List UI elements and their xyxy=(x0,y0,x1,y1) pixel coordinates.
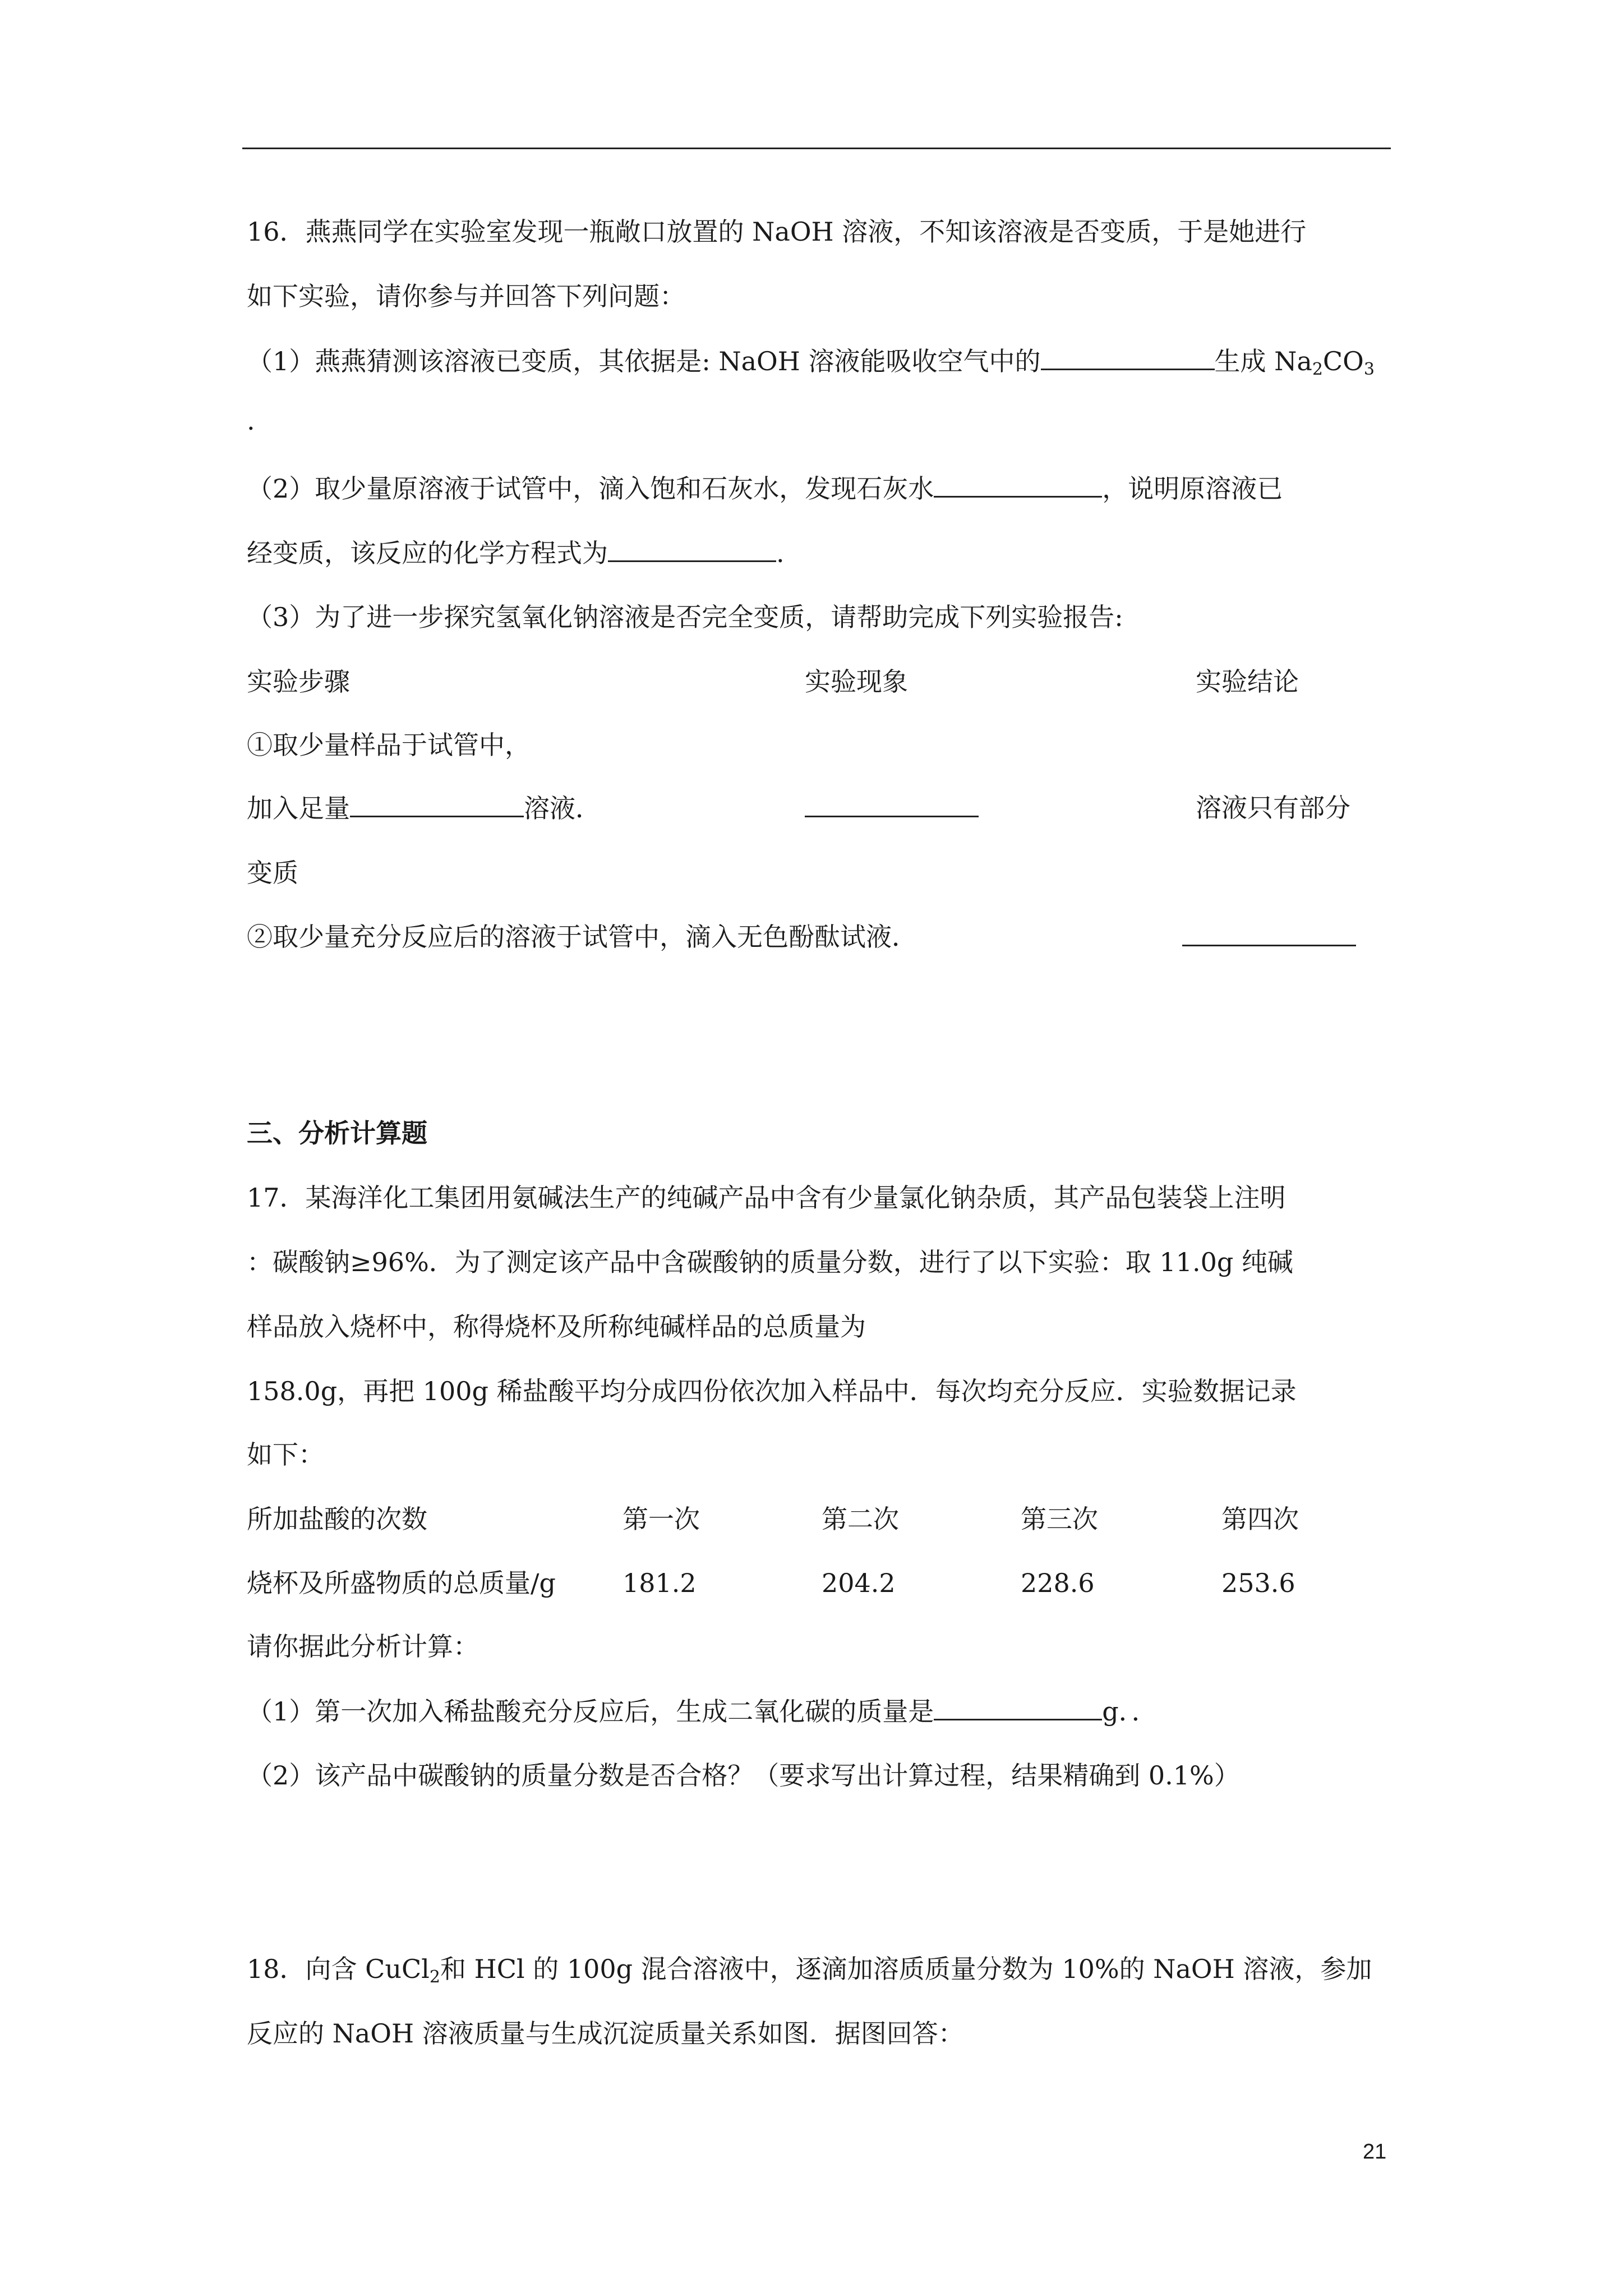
q16-part2-blank-1[interactable] xyxy=(934,471,1102,498)
q16-part2 xyxy=(247,471,1283,505)
q16-part1-blank[interactable] xyxy=(1041,344,1215,370)
report-header-conclusion: 实验结论 xyxy=(1196,666,1299,697)
q18-line-1-rest: 和 HCl 的 100g 混合溶液中，逐滴加溶质质量分数为 10%的 NaOH 溶液，参加 xyxy=(440,1954,1372,1984)
q17-table-col-3: 第三次 xyxy=(1021,1504,1098,1534)
q16-part3: （3）为了进一步探究氢氧化钠溶液是否完全变质，请帮助完成下列实验报告: xyxy=(247,602,1123,632)
q16-part1-co: CO xyxy=(1322,346,1364,376)
q17-part1-unit: g．． xyxy=(1102,1696,1158,1727)
q17-table-col-4: 第四次 xyxy=(1221,1504,1299,1534)
q17-part1 xyxy=(247,1694,1158,1728)
q17-line-6: 请你据此分析计算： xyxy=(247,1631,479,1662)
report-phenomenon-1 xyxy=(805,791,979,825)
q17-line-4: 158.0g，再把 100g 稀盐酸平均分成四份依次加入样品中．每次均充分反应．实验数据记录 xyxy=(247,1376,1297,1406)
report-step1-line2 xyxy=(247,791,601,825)
section-3-title: 三、分析计算题 xyxy=(247,1118,427,1148)
report-step2: ②取少量充分反应后的溶液于试管中，滴入无色酚酞试液． xyxy=(247,922,917,952)
q18-line-1 xyxy=(247,1952,1372,1986)
q17-table-row-label-1: 所加盐酸的次数 xyxy=(247,1504,427,1534)
q16-part2-end: . xyxy=(776,538,785,568)
q17-table-value-2: 204.2 xyxy=(822,1568,896,1598)
report-header-phenomena: 实验现象 xyxy=(805,666,908,697)
report-step1-blank[interactable] xyxy=(350,791,524,817)
q16-part2-blank-2[interactable] xyxy=(608,536,776,562)
q16-part1-text: （1）燕燕猜测该溶液已变质，其依据是: NaOH 溶液能吸收空气中的 xyxy=(247,346,1041,376)
q16-part1-sub3: 3 xyxy=(1363,360,1375,379)
q17-line-5: 如下： xyxy=(247,1439,324,1470)
q16-part2-tail: ，说明原溶液已 xyxy=(1102,473,1283,504)
q17-table-value-1: 181.2 xyxy=(623,1568,697,1598)
report-step1-solution: 溶液． xyxy=(524,793,601,823)
report-phenomenon-1-blank[interactable] xyxy=(805,791,979,817)
q16-intro-line-2: 如下实验，请你参与并回答下列问题： xyxy=(247,281,685,311)
q16-part2-line-2 xyxy=(247,536,785,570)
q18-line-1-start: 18．向含 CuCl xyxy=(247,1954,430,1984)
report-conclusion-1b: 变质 xyxy=(247,858,298,888)
q17-part1-text: （1）第一次加入稀盐酸充分反应后，生成二氧化碳的质量是 xyxy=(247,1696,934,1727)
q16-part2-text: （2）取少量原溶液于试管中，滴入饱和石灰水，发现石灰水 xyxy=(247,473,934,504)
report-conclusion-2-blank[interactable] xyxy=(1182,920,1356,946)
report-step1-line1: ①取少量样品于试管中， xyxy=(247,730,531,760)
q16-part1 xyxy=(247,344,1375,378)
q16-part1-end: . xyxy=(247,406,255,436)
q17-table-value-4: 253.6 xyxy=(1221,1568,1295,1598)
report-header-steps: 实验步骤 xyxy=(247,666,350,697)
report-conclusion-2 xyxy=(1182,920,1356,954)
report-conclusion-1a: 溶液只有部分 xyxy=(1196,793,1350,823)
q16-part1-sub2: 2 xyxy=(1312,360,1323,379)
q17-table-value-3: 228.6 xyxy=(1021,1568,1095,1598)
q17-table-col-1: 第一次 xyxy=(623,1504,700,1534)
q18-line-2: 反应的 NaOH 溶液质量与生成沉淀质量关系如图．据图回答： xyxy=(247,2018,964,2049)
page-number: 21 xyxy=(1363,2140,1387,2164)
q17-line-2: ：碳酸钠≥96%．为了测定该产品中含碳酸钠的质量分数，进行了以下实验：取 11.0g 纯碱 xyxy=(247,1247,1293,1277)
q17-table-col-2: 第二次 xyxy=(822,1504,899,1534)
q17-line-1: 17．某海洋化工集团用氨碱法生产的纯碱产品中含有少量氯化钠杂质，其产品包装袋上注明 xyxy=(247,1182,1286,1213)
q17-part2: （2）该产品中碳酸钠的质量分数是否合格？（要求写出计算过程，结果精确到 0.1%） xyxy=(247,1760,1240,1791)
q16-intro-line-1: 16．燕燕同学在实验室发现一瓶敞口放置的 NaOH 溶液，不知该溶液是否变质，于是她进行 xyxy=(247,217,1307,247)
header-rule xyxy=(242,148,1391,149)
q18-line-1-sub: 2 xyxy=(429,1967,440,1987)
q17-table-row-label-2: 烧杯及所盛物质的总质量/g xyxy=(247,1568,556,1598)
q17-line-3: 样品放入烧杯中，称得烧杯及所称纯碱样品的总质量为 xyxy=(247,1312,866,1342)
q16-part1-tail: 生成 Na xyxy=(1214,346,1312,376)
q16-part2-equation-text: 经变质，该反应的化学方程式为 xyxy=(247,538,608,568)
report-step1-add: 加入足量 xyxy=(247,793,350,823)
q17-part1-blank[interactable] xyxy=(934,1694,1102,1720)
